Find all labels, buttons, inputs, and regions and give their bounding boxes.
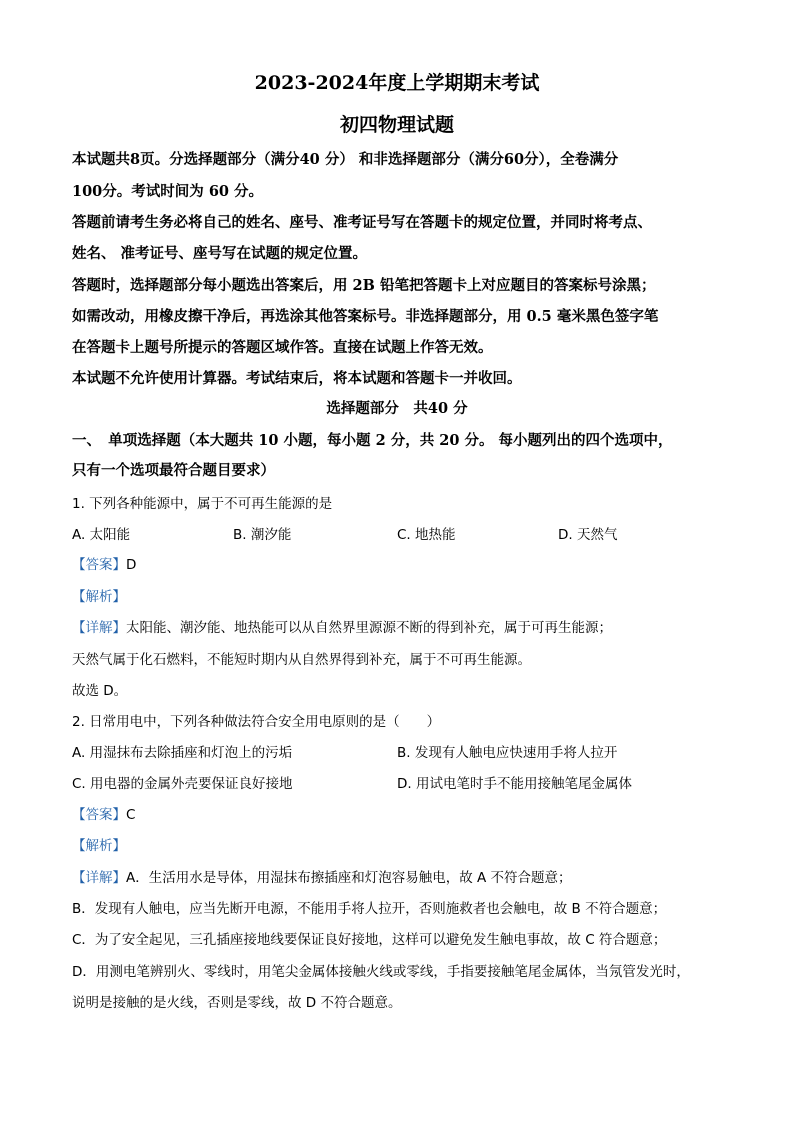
detail-text: 说明是接触的是火线，否则是零线，故 D 不符合题意。 [72, 995, 402, 1011]
option-c: C. 地热能 [397, 527, 456, 543]
instruction-line: 本试题共8页。分选择题部分（满分40 分） 和非选择题部分（满分60分），全卷满分 [72, 151, 619, 168]
part-heading: 只有一个选项最符合题目要求） [72, 462, 275, 479]
detail-text: C．为了安全起见，三孔插座接地线要保证良好接地，这样可以避免发生触电事故，故 C 符合题意； [72, 932, 667, 948]
analysis-line [72, 836, 126, 856]
section-title: 选择题部分 共40 分 [326, 400, 468, 417]
detail-text: A．生活用水是导体，用湿抹布擦插座和灯泡容易触电，故 A 不符合题意； [126, 870, 572, 886]
instruction-line: 在答题卡上题号所提示的答题区域作答。直接在试题上作答无效。 [72, 339, 493, 356]
instruction-line: 姓名、 准考证号、座号写在试题的规定位置。 [72, 245, 368, 262]
answer-line [72, 555, 136, 575]
exam-subtitle: 初四物理试题 [339, 114, 454, 136]
answer-value: D [126, 557, 137, 573]
option-b: B. 发现有人触电应快速用手将人拉开 [397, 745, 618, 761]
exam-title: 2023-2024年度上学期期末考试 [254, 72, 540, 94]
detail-line [72, 868, 572, 888]
option-a: A. 太阳能 [72, 527, 131, 543]
detail-tag: 【详解】 [72, 620, 126, 636]
analysis-tag: 【解析】 [72, 838, 126, 854]
answer-tag: 【答案】 [72, 807, 126, 823]
detail-text: B．发现有人触电，应当先断开电源，不能用手将人拉开，否则施救者也会触电，故 B 不符合题意； [72, 901, 667, 917]
question-stem: 2. 日常用电中，下列各种做法符合安全用电原则的是（ ） [72, 714, 441, 730]
option-b: B. 潮汐能 [233, 527, 292, 543]
option-d: D. 用试电笔时手不能用接触笔尾金属体 [397, 776, 632, 792]
answer-tag: 【答案】 [72, 557, 126, 573]
analysis-line [72, 587, 126, 607]
detail-text: 故选 D。 [72, 683, 128, 699]
instruction-line: 本试题不允许使用计算器。考试结束后，将本试题和答题卡一并收回。 [72, 370, 522, 387]
question-stem: 1. 下列各种能源中，属于不可再生能源的是 [72, 496, 333, 512]
option-c: C. 用电器的金属外壳要保证良好接地 [72, 776, 293, 792]
instruction-line: 100分。考试时间为 60 分。 [72, 183, 264, 200]
detail-line [72, 618, 612, 638]
detail-text: D．用测电笔辨别火、零线时，用笔尖金属体接触火线或零线，手指要接触笔尾金属体，当氖管发光时， [72, 964, 690, 980]
option-a: A. 用湿抹布去除插座和灯泡上的污垢 [72, 745, 293, 761]
instruction-line: 答题前请考生务必将自己的姓名、座号、准考证号写在答题卡的规定位置，并同时将考点、 [72, 214, 652, 231]
instruction-line: 答题时，选择题部分每小题选出答案后，用 2B 铅笔把答题卡上对应题目的答案标号涂黑； [72, 277, 656, 294]
detail-tag: 【详解】 [72, 870, 126, 886]
answer-line [72, 805, 135, 825]
analysis-tag: 【解析】 [72, 589, 126, 605]
detail-text: 太阳能、潮汐能、地热能可以从自然界里源源不断的得到补充，属于可再生能源； [126, 620, 612, 636]
detail-text: 天然气属于化石燃料，不能短时期内从自然界得到补充，属于不可再生能源。 [72, 652, 531, 668]
part-heading: 一、 单项选择题（本大题共 10 小题，每小题 2 分，共 20 分。 每小题列出的四个选项中， [72, 432, 673, 449]
instruction-line: 如需改动，用橡皮擦干净后，再选涂其他答案标号。非选择题部分，用 0.5 毫米黑色签字笔 [72, 308, 659, 325]
option-d: D. 天然气 [558, 527, 618, 543]
answer-value: C [126, 807, 136, 823]
